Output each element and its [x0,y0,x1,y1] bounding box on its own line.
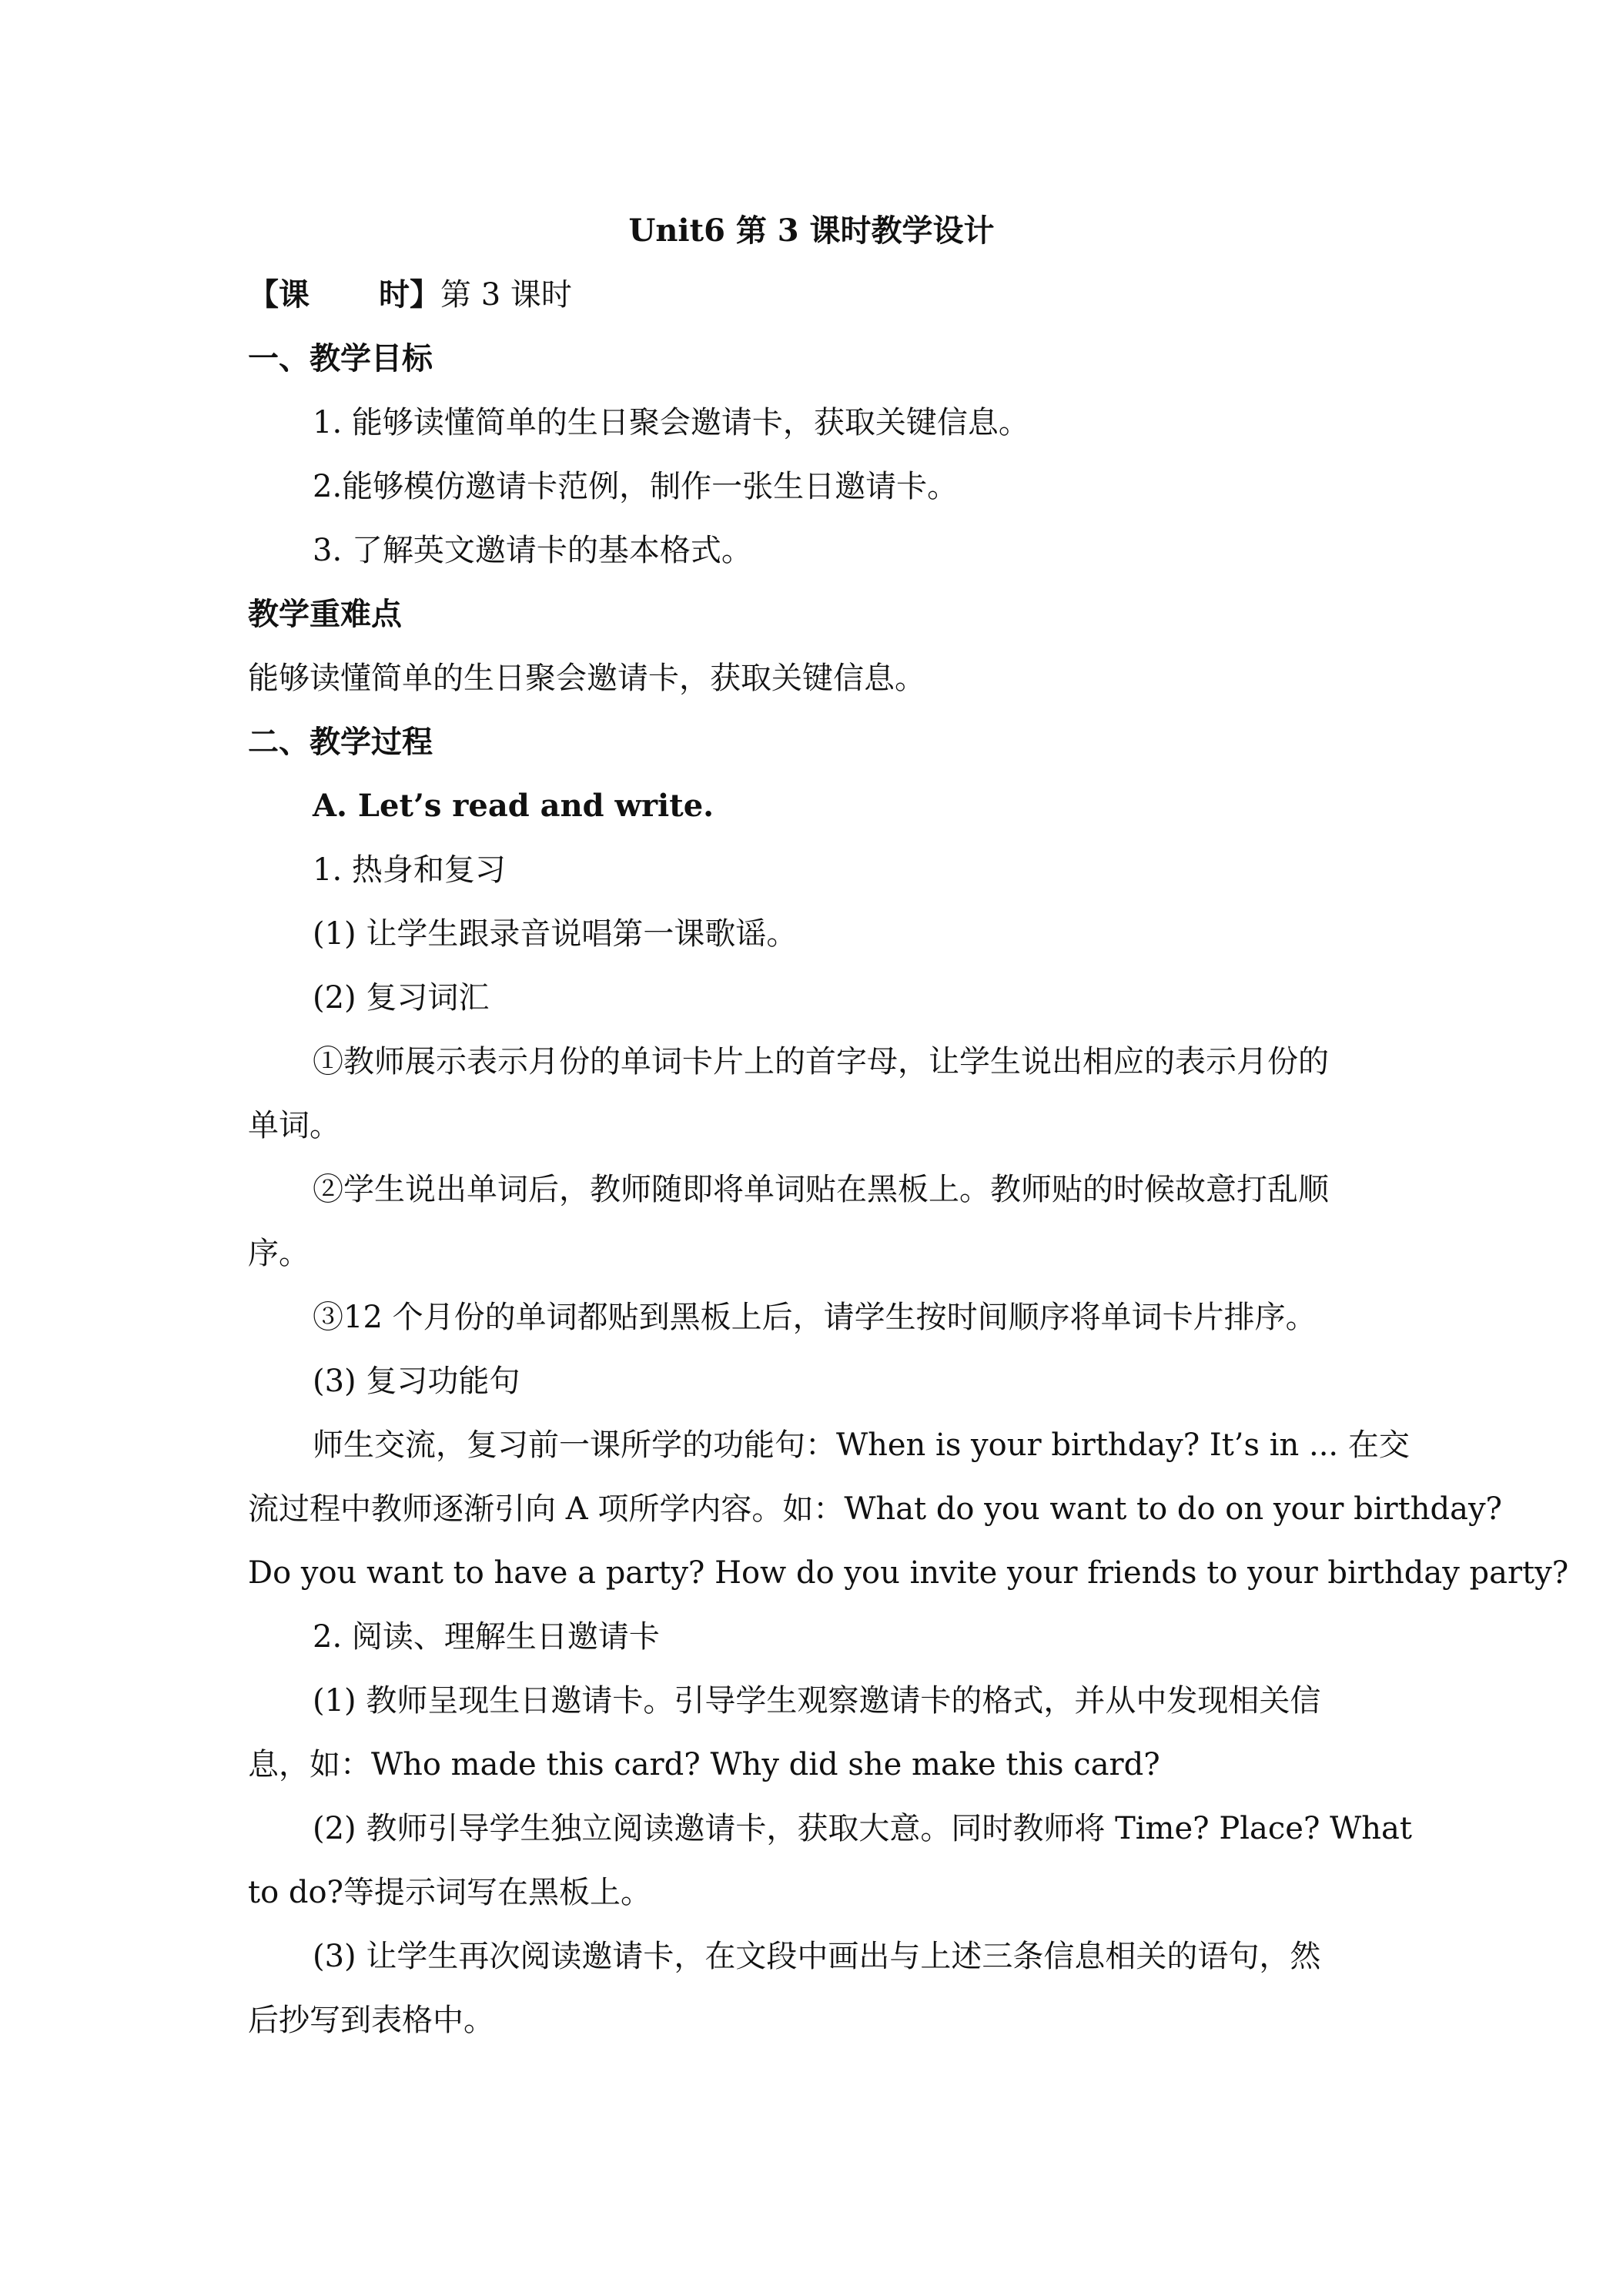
section1-heading: 一、教学目标 [248,340,433,377]
section2-heading: 二、教学过程 [248,724,433,760]
lesson-label-close: 时】 [379,276,440,313]
document-title: Unit6 第 3 课时教学设计 [628,213,995,249]
circle2-line1: ②学生说出单词后，教师随即将单词贴在黑板上。教师贴的时候故意打乱顺 [313,1172,1329,1207]
step2-sub3-line2: 后抄写到表格中。 [248,2003,494,2038]
step1-heading: 1. 热身和复习 [313,852,506,888]
key-points-text: 能够读懂简单的生日聚会邀请卡，获取关键信息。 [248,661,925,696]
step1-sub3: (3) 复习功能句 [313,1364,520,1399]
step2-heading: 2. 阅读、理解生日邀请卡 [313,1619,660,1655]
lesson-value: 第 3 课时 [440,277,572,313]
key-points-heading: 教学重难点 [248,596,402,632]
step2-sub1-line2: 息，如：Who made this card? Why did she make this card? [248,1747,1160,1782]
objective-item-3: 3. 了解英文邀请卡的基本格式。 [313,533,752,568]
paragraph-line2: 流过程中教师逐渐引向 A 项所学内容。如：What do you want to do on your birthday? [248,1491,1502,1527]
part-a-heading: A. Let’s read and write. [313,788,714,824]
circle1-line2: 单词。 [248,1108,340,1143]
lesson-label-open: 【课 [248,276,310,313]
circle1-line1: ①教师展示表示月份的单词卡片上的首字母，让学生说出相应的表示月份的 [313,1044,1329,1079]
step2-sub3-line1: (3) 让学生再次阅读邀请卡，在文段中画出与上述三条信息相关的语句，然 [313,1939,1321,1974]
step1-sub2: (2) 复习词汇 [313,980,490,1016]
paragraph-line1: 师生交流，复习前一课所学的功能句：When is your birthday? It’s in ... 在交 [313,1427,1410,1463]
paragraph-line3: Do you want to have a party? How do you invite your friends to your birthday party? [248,1555,1569,1591]
circle2-line2: 序。 [248,1236,310,1271]
lesson-line [248,273,1403,316]
step2-sub2-line2: to do?等提示词写在黑板上。 [248,1875,652,1910]
objective-item-1: 1. 能够读懂简单的生日聚会邀请卡，获取关键信息。 [313,405,1029,440]
circle3-line1: ③12 个月份的单词都贴到黑板上后，请学生按时间顺序将单词卡片排序。 [313,1300,1317,1335]
step1-sub1: (1) 让学生跟录音说唱第一课歌谣。 [313,916,798,952]
step2-sub2-line1: (2) 教师引导学生独立阅读邀请卡，获取大意。同时教师将 Time? Place? What [313,1811,1412,1846]
step2-sub1-line1: (1) 教师呈现生日邀请卡。引导学生观察邀请卡的格式，并从中发现相关信 [313,1683,1321,1719]
objective-item-2: 2.能够模仿邀请卡范例，制作一张生日邀请卡。 [313,469,959,504]
